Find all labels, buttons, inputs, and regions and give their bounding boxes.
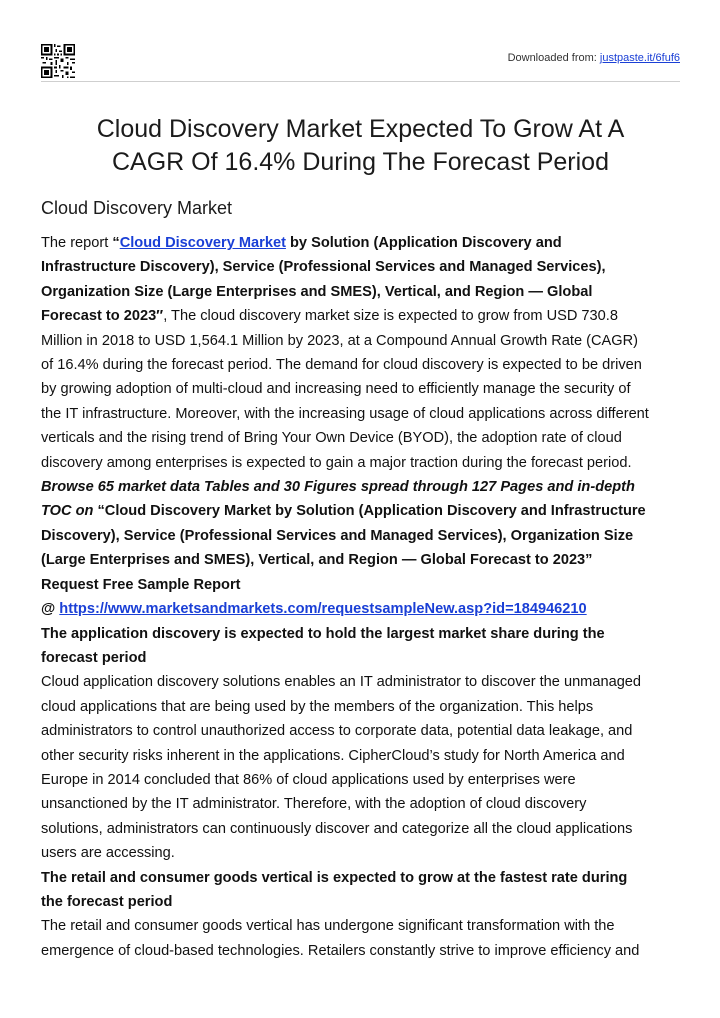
text-line: by growing adoption of multi-cloud and increasing need to efficiently manage the security of (41, 381, 631, 398)
browse-title: “Cloud Discovery Market by Solution (Application Discovery and Infrastructure (93, 503, 646, 520)
text-line: the IT infrastructure. Moreover, with the increasing usage of cloud applications across different (41, 405, 649, 422)
text-line: users are accessing. (41, 845, 175, 862)
report-title-part: Organization Size (Large Enterprises and SMES), Vertical, and Region — Global (41, 283, 593, 300)
text-line: solutions, administrators can continuously discover and categorize all the cloud applications (41, 820, 633, 837)
sample-report-link[interactable]: https://www.marketsandmarkets.com/requestsampleNew.asp?id=184946210 (59, 601, 587, 618)
section-subtitle: Cloud Discovery Market (41, 198, 233, 218)
page-title-line: CAGR Of 16.4% During The Forecast Period (112, 148, 609, 176)
text-line (41, 548, 682, 572)
text-line: discovery among enterprises is expected to gain a major traction during the forecast period. (41, 454, 632, 471)
browse-text: TOC on (41, 503, 94, 520)
section-heading: the forecast period (41, 893, 173, 910)
text-line: verticals and the rising trend of Bring Your Own Device (BYOD), the adoption rate of cloud (41, 430, 622, 447)
text-line (41, 231, 682, 255)
report-open-quote: “ (112, 235, 120, 251)
report-lead: The report (41, 235, 113, 251)
text-line: Million in 2018 to USD 1,564.1 Million by 2023, at a Compound Annual Growth Rate (CAGR) (41, 332, 639, 349)
page-title (41, 113, 680, 179)
text-line: administrators to control unauthorized access to corporate data, potential data leakage, and (41, 723, 633, 740)
section-heading: The application discovery is expected to hold the largest market share during the (41, 625, 605, 642)
text-line (41, 524, 682, 548)
text-line (41, 597, 682, 621)
text-line: unsanctioned by the IT administrator. Therefore, with the adoption of cloud discovery (41, 796, 587, 813)
text-line (41, 499, 682, 523)
text-line: of 16.4% during the forecast period. The demand for cloud discovery is expected to be driven (41, 357, 642, 374)
text-line: other security risks inherent in the applications. CipherCloud’s study for North America and (41, 747, 625, 764)
sample-at: @ (41, 601, 60, 618)
header-divider (41, 81, 680, 82)
text-line: emergence of cloud-based technologies. Retailers constantly strive to improve efficiency and (41, 942, 640, 959)
browse-title: (Large Enterprises and SMES), Vertical, and Region — Global Forecast to 2023” (41, 552, 593, 569)
download-source (508, 52, 680, 64)
text-line: The retail and consumer goods vertical has undergone significant transformation with the (41, 918, 615, 935)
text-line (41, 304, 682, 328)
section-heading: forecast period (41, 649, 147, 666)
qr-code-icon (41, 44, 75, 78)
download-source-label: Downloaded from: (507, 52, 600, 64)
text-line: cloud applications that are being used by the members of the organization. This helps (41, 698, 594, 715)
text-line (41, 573, 682, 597)
article-body (41, 231, 682, 963)
browse-text: Browse 65 market data Tables and 30 Figures spread through 127 Pages and in-depth (41, 479, 635, 496)
sample-label: Request Free Sample Report (41, 576, 241, 593)
report-title-part: by Solution (Application Discovery and (285, 235, 562, 251)
report-link[interactable]: Cloud Discovery Market (119, 235, 286, 251)
report-title-part: Infrastructure Discovery), Service (Professional Services and Managed Services), (41, 259, 606, 276)
report-text: , The cloud discovery market size is expected to grow from USD 730.8 (163, 308, 618, 325)
text-line (41, 475, 682, 499)
section-heading: The retail and consumer goods vertical is expected to grow at the fastest rate during (41, 869, 628, 886)
text-line (41, 280, 682, 304)
browse-title: Discovery), Service (Professional Services and Managed Services), Organization Size (41, 527, 634, 544)
text-line: Cloud application discovery solutions enables an IT administrator to discover the unmanaged (41, 674, 642, 691)
text-line (41, 255, 682, 279)
page-title-line: Cloud Discovery Market Expected To Grow At A (96, 115, 625, 143)
download-source-link[interactable]: justpaste.it/6fuf6 (599, 52, 680, 64)
text-line: Europe in 2014 concluded that 86% of cloud applications used by enterprises were (41, 771, 576, 788)
report-title-part: Forecast to 2023″ (41, 308, 164, 325)
